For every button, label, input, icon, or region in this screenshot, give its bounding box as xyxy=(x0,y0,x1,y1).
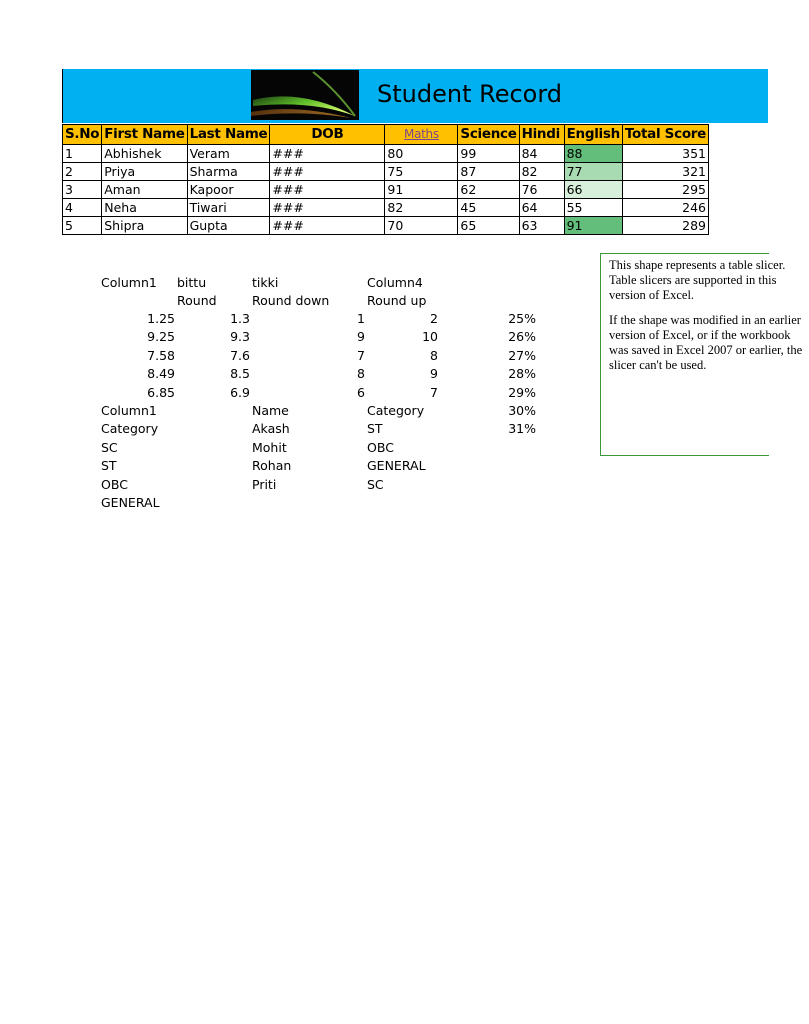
cell-first[interactable]: Abhishek xyxy=(102,145,187,163)
cell-dob[interactable]: ### xyxy=(270,145,385,163)
cell-round-up[interactable]: Round up xyxy=(367,293,427,308)
cell-category[interactable]: ST xyxy=(367,421,383,437)
cell-science[interactable]: 99 xyxy=(458,145,519,163)
cell-last[interactable]: Kapoor xyxy=(187,181,270,199)
header-english[interactable]: English xyxy=(564,125,622,145)
cell-category-list[interactable]: Column1 xyxy=(101,403,157,418)
header-sno[interactable]: S.No xyxy=(63,125,102,145)
slicer-placeholder[interactable] xyxy=(600,253,803,456)
maths-link[interactable]: Maths xyxy=(404,127,439,141)
cell-science[interactable]: 45 xyxy=(458,199,519,217)
cell-round-down-value[interactable]: 6 xyxy=(357,384,365,400)
student-table xyxy=(62,124,709,235)
cell-column4[interactable]: Column4 xyxy=(367,275,423,290)
cell-sno[interactable]: 5 xyxy=(63,217,102,235)
table-row xyxy=(63,181,709,199)
cell-first[interactable]: Shipra xyxy=(102,217,187,235)
cell-percent[interactable]: 27% xyxy=(508,347,536,363)
cell-maths[interactable]: 70 xyxy=(385,217,458,235)
cell-first[interactable]: Priya xyxy=(102,163,187,181)
cell-round-value[interactable]: 6.9 xyxy=(230,384,250,400)
cell-round-up-value[interactable]: 9 xyxy=(430,366,438,382)
cell-sno[interactable]: 1 xyxy=(63,145,102,163)
cell-percent[interactable]: 31% xyxy=(508,421,536,437)
cell-category[interactable]: SC xyxy=(367,476,384,492)
cell-total[interactable]: 351 xyxy=(622,145,708,163)
table-row xyxy=(63,145,709,163)
cell-maths[interactable]: 82 xyxy=(385,199,458,217)
cell-round-up-value[interactable]: 7 xyxy=(430,384,438,400)
header-maths[interactable] xyxy=(385,125,458,145)
cell-maths[interactable]: 80 xyxy=(385,145,458,163)
cell-total[interactable]: 321 xyxy=(622,163,708,181)
cell-english[interactable]: 77 xyxy=(564,163,622,181)
cell-maths[interactable]: 91 xyxy=(385,181,458,199)
header-last-name[interactable]: Last Name xyxy=(187,125,270,145)
cell-last[interactable]: Veram xyxy=(187,145,270,163)
cell-hindi[interactable]: 76 xyxy=(519,181,564,199)
cell-science[interactable]: 62 xyxy=(458,181,519,199)
cell-round-down-value[interactable]: 8 xyxy=(357,366,365,382)
cell-round-up-value[interactable]: 10 xyxy=(422,329,438,345)
cell-english[interactable]: 91 xyxy=(564,217,622,235)
cell-round-value[interactable]: 1.3 xyxy=(230,311,250,326)
cell-science[interactable]: 87 xyxy=(458,163,519,181)
cell-percent[interactable]: 30% xyxy=(508,403,536,418)
cell-category[interactable]: Category xyxy=(367,403,425,418)
cell-dob[interactable]: ### xyxy=(270,163,385,181)
cell-tikki[interactable]: tikki xyxy=(252,275,279,290)
slicer-message xyxy=(609,258,809,383)
cell-last[interactable]: Gupta xyxy=(187,217,270,235)
cell-value[interactable]: 1.25 xyxy=(147,311,175,326)
cell-round-down[interactable]: Round down xyxy=(252,293,330,308)
cell-sno[interactable]: 2 xyxy=(63,163,102,181)
cell-column1[interactable]: Column1 xyxy=(101,275,157,290)
table-row xyxy=(63,163,709,181)
cell-sno[interactable]: 4 xyxy=(63,199,102,217)
cell-maths[interactable]: 75 xyxy=(385,163,458,181)
header-total-score[interactable]: Total Score xyxy=(622,125,708,145)
cell-name[interactable]: Mohit xyxy=(252,439,287,455)
cell-name[interactable]: Rohan xyxy=(252,458,292,474)
slicer-paragraph-2: If the shape was modified in an earlier version of Excel, or if the workbook was saved in Excel 2007 or earlier, the slicer can't be used. xyxy=(609,313,803,372)
cell-name[interactable]: Priti xyxy=(252,476,277,492)
cell-percent[interactable]: 28% xyxy=(508,366,536,382)
table-row xyxy=(63,217,709,235)
cell-round[interactable]: Round xyxy=(177,293,217,308)
cell-category-list[interactable]: OBC xyxy=(101,476,128,492)
table-header-row xyxy=(63,125,709,145)
cell-first[interactable]: Aman xyxy=(102,181,187,199)
cell-category[interactable]: GENERAL xyxy=(367,458,426,474)
header-science[interactable]: Science xyxy=(458,125,519,145)
cell-hindi[interactable]: 84 xyxy=(519,145,564,163)
cell-value[interactable]: 7.58 xyxy=(147,347,175,363)
cell-total[interactable]: 289 xyxy=(622,217,708,235)
cell-round-down-value[interactable]: 9 xyxy=(357,329,365,345)
cell-science[interactable]: 65 xyxy=(458,217,519,235)
cell-value[interactable]: 9.25 xyxy=(147,329,175,345)
cell-round-down-value[interactable]: 1 xyxy=(357,311,365,326)
cell-hindi[interactable]: 82 xyxy=(519,163,564,181)
table-row xyxy=(63,199,709,217)
slicer-paragraph-1: This shape represents a table slicer. Table slicers are supported in this version of Excel. xyxy=(609,258,786,302)
cell-percent[interactable]: 25% xyxy=(508,311,536,326)
cell-percent[interactable]: 26% xyxy=(508,329,536,345)
cell-round-up-value[interactable]: 2 xyxy=(430,311,438,326)
cell-name[interactable]: Akash xyxy=(252,421,290,437)
header-dob[interactable]: DOB xyxy=(270,125,385,145)
cell-value[interactable]: 8.49 xyxy=(147,366,175,382)
cell-total[interactable]: 295 xyxy=(622,181,708,199)
cell-dob[interactable]: ### xyxy=(270,217,385,235)
cell-round-value[interactable]: 7.6 xyxy=(230,347,250,363)
cell-category-list[interactable]: GENERAL xyxy=(101,495,160,510)
header-first-name[interactable]: First Name xyxy=(102,125,187,145)
cell-category-list[interactable]: ST xyxy=(101,458,117,474)
cell-round-value[interactable]: 9.3 xyxy=(230,329,250,345)
cell-dob[interactable]: ### xyxy=(270,199,385,217)
cell-sno[interactable]: 3 xyxy=(63,181,102,199)
cell-category-list[interactable]: SC xyxy=(101,439,118,455)
cell-name[interactable]: Name xyxy=(252,403,289,418)
header-hindi[interactable]: Hindi xyxy=(519,125,564,145)
cell-category-list[interactable]: Category xyxy=(101,421,159,437)
leaf-image-icon xyxy=(251,70,359,120)
cell-english[interactable]: 88 xyxy=(564,145,622,163)
cell-total[interactable]: 246 xyxy=(622,199,708,217)
cell-last[interactable]: Sharma xyxy=(187,163,270,181)
cell-dob[interactable]: ### xyxy=(270,181,385,199)
cell-last[interactable]: Tiwari xyxy=(187,199,270,217)
cell-category[interactable]: OBC xyxy=(367,439,394,455)
banner-border xyxy=(62,69,63,123)
page-title: Student Record xyxy=(377,80,563,108)
cell-english[interactable]: 66 xyxy=(564,181,622,199)
cell-first[interactable]: Neha xyxy=(102,199,187,217)
cell-round-up-value[interactable]: 8 xyxy=(430,347,438,363)
cell-round-down-value[interactable]: 7 xyxy=(357,347,365,363)
cell-english[interactable]: 55 xyxy=(564,199,622,217)
cell-round-value[interactable]: 8.5 xyxy=(230,366,250,382)
cell-value[interactable]: 6.85 xyxy=(147,384,175,400)
cell-percent[interactable]: 29% xyxy=(508,384,536,400)
cell-bittu[interactable]: bittu xyxy=(177,275,207,290)
leaf-picture[interactable] xyxy=(251,70,359,120)
cell-hindi[interactable]: 64 xyxy=(519,199,564,217)
cell-hindi[interactable]: 63 xyxy=(519,217,564,235)
